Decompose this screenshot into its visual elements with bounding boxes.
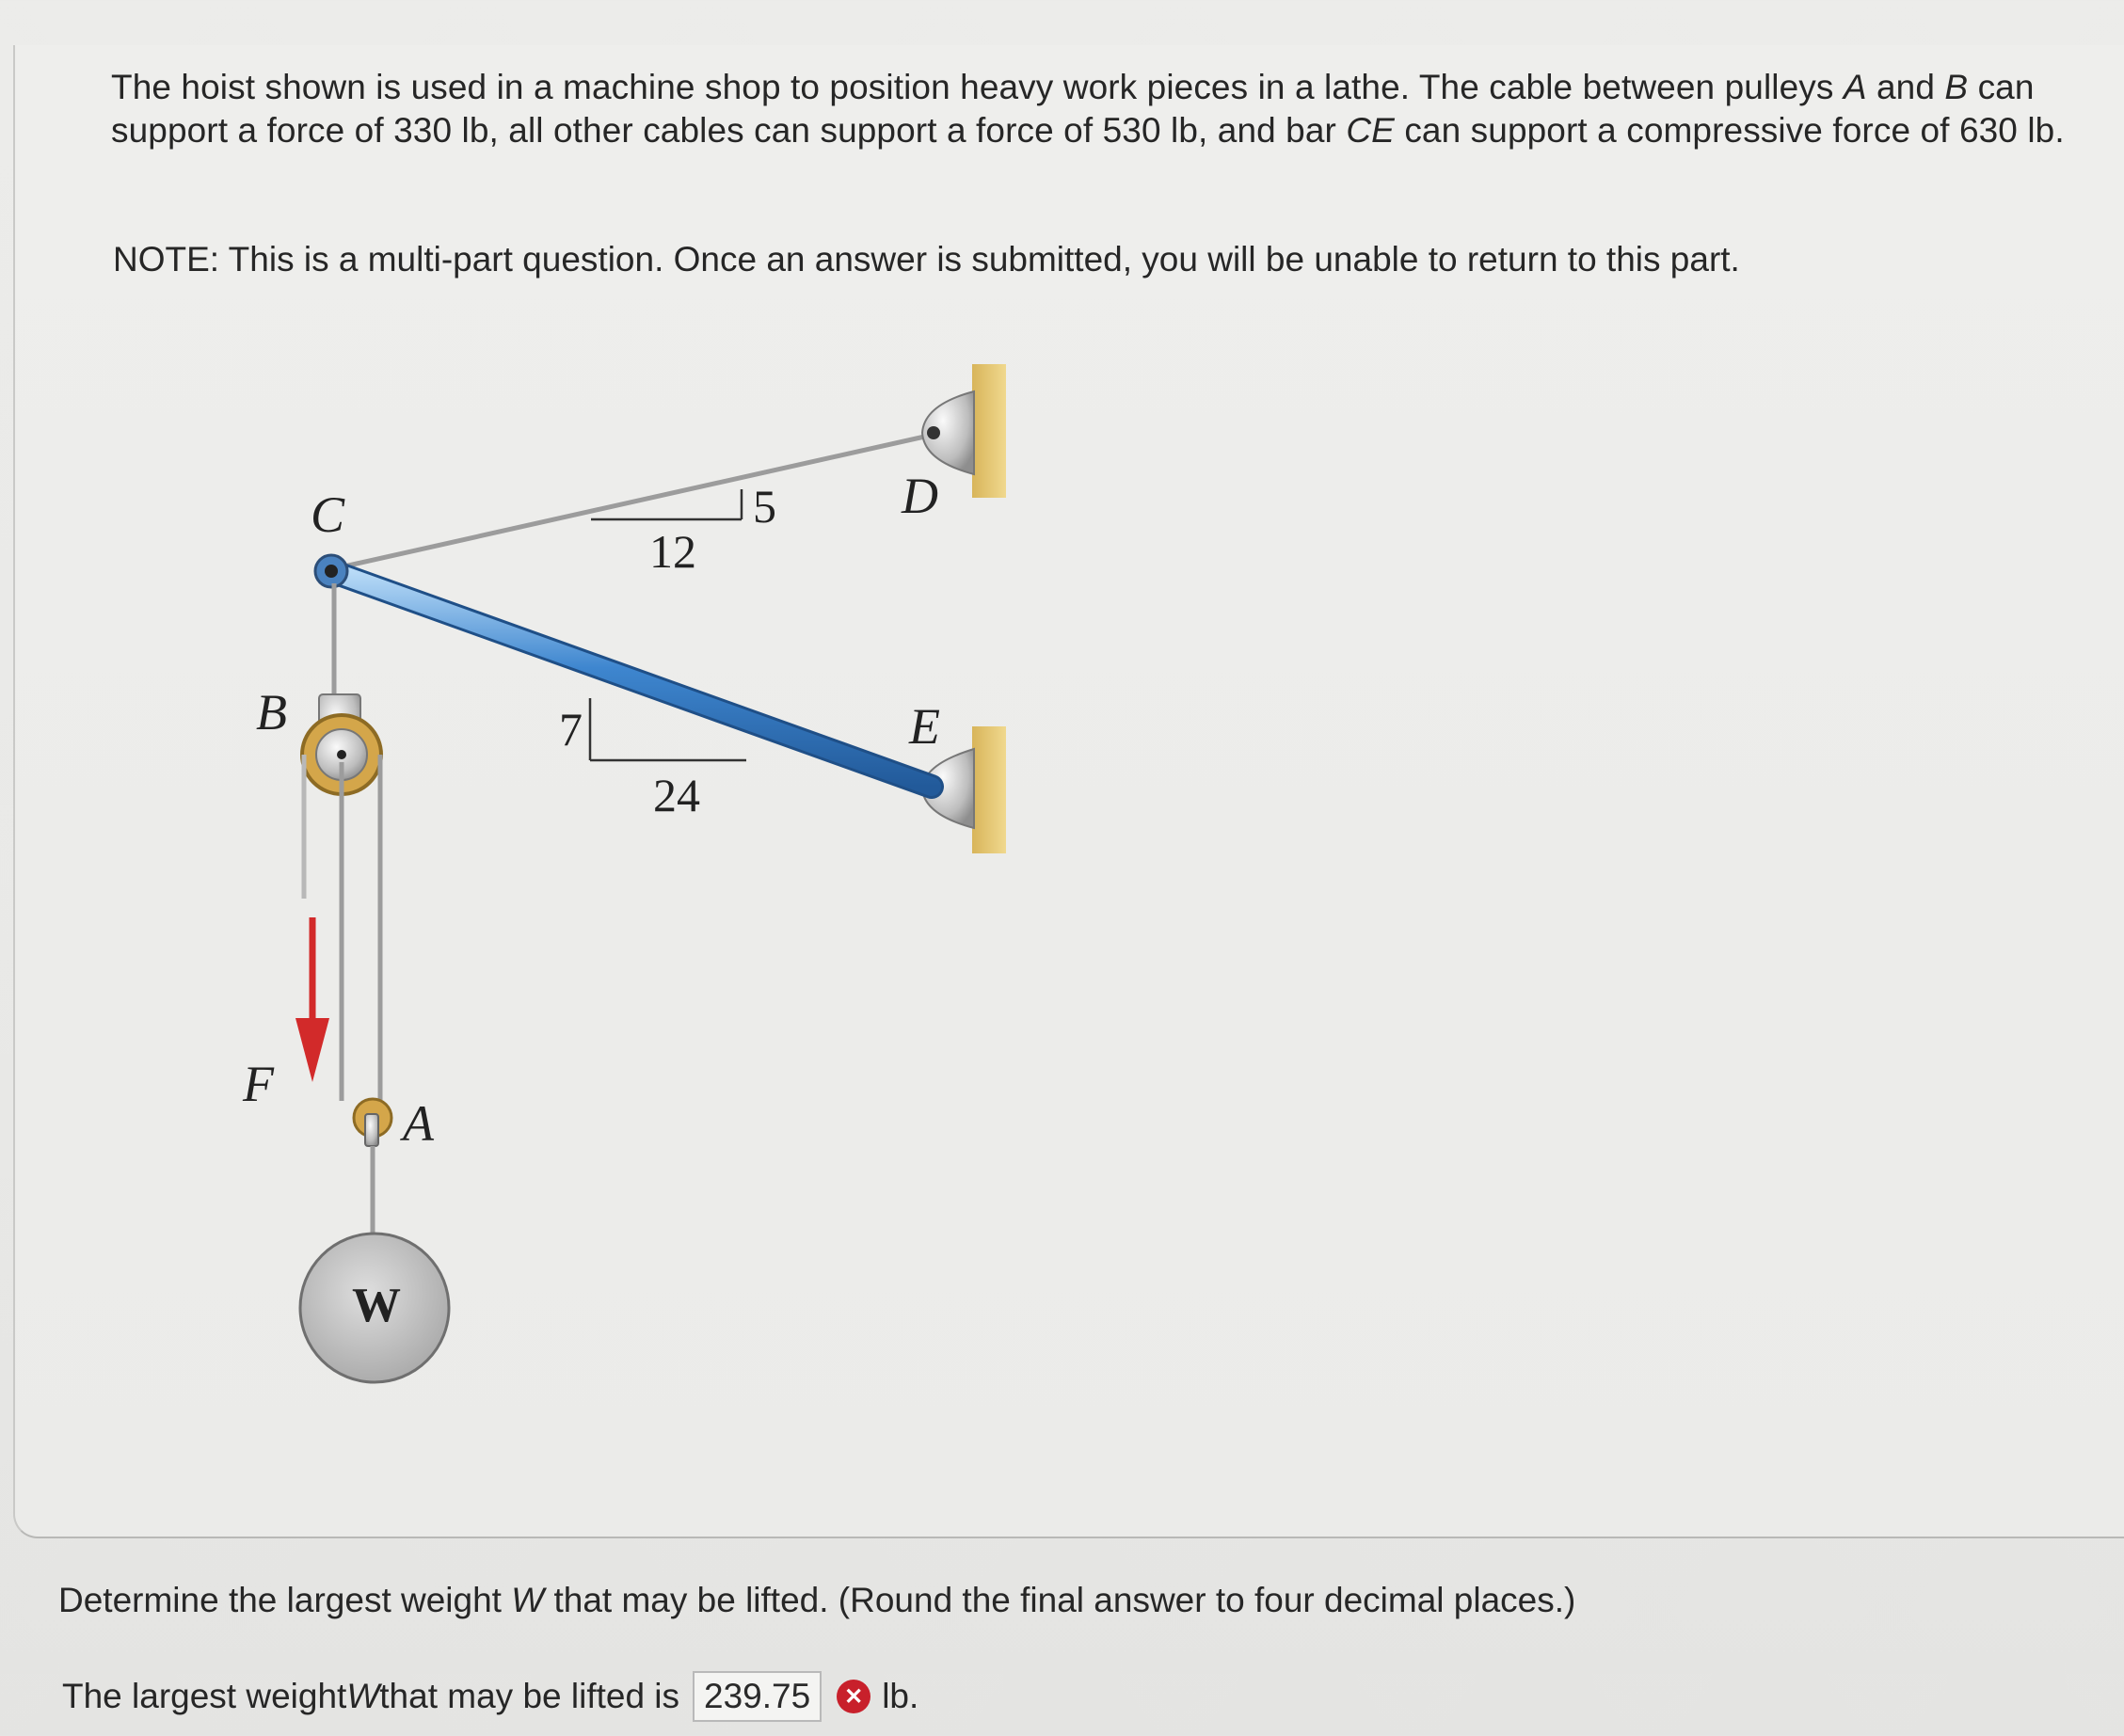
force-f-arrowhead — [295, 1018, 329, 1082]
pulley-b-var: B — [1944, 68, 1969, 106]
label-c: C — [311, 486, 345, 543]
label-a: A — [403, 1095, 434, 1152]
label-b: B — [256, 684, 287, 741]
label-w: W — [352, 1279, 401, 1332]
bar-var: CE — [1346, 111, 1395, 150]
label-f: F — [243, 1056, 274, 1112]
pulley-a-var: A — [1843, 68, 1867, 106]
cable-cd — [331, 434, 937, 569]
label-slope-7: 7 — [559, 703, 583, 756]
answer-text-post: that may be lifted is — [379, 1677, 680, 1715]
label-e: E — [909, 698, 940, 755]
bar-ce — [331, 571, 932, 787]
problem-text-and: and — [1866, 68, 1945, 106]
answer-text-pre: The largest weight — [62, 1677, 347, 1715]
label-slope-24: 24 — [653, 769, 700, 821]
wall-e — [972, 726, 1006, 853]
pulley-a-body — [365, 1114, 378, 1146]
answer-var-w: W — [346, 1677, 380, 1715]
joint-c-pin — [325, 565, 338, 578]
question-var-w: W — [511, 1581, 545, 1619]
problem-text-2: can support a force of 330 lb, all other cables can support a force of 530 lb, and bar — [111, 68, 2035, 150]
pulley-b-pin — [337, 750, 346, 759]
question-text-post: that may be lifted. (Round the final answer to four decimal places.) — [544, 1581, 1576, 1619]
question-text-pre: Determine the largest weight — [58, 1581, 512, 1619]
x-icon: ✕ — [837, 1680, 870, 1713]
problem-text-3: can support a compressive force of 630 lb. — [1394, 111, 2065, 150]
answer-unit: lb. — [882, 1677, 919, 1715]
label-slope-5: 5 — [753, 480, 776, 533]
multipart-note: NOTE: This is a multi-part question. Once an answer is submitted, you will be unable to return to this part. — [113, 240, 1740, 279]
answer-row — [62, 1671, 918, 1722]
question-prompt — [58, 1581, 1575, 1620]
answer-input[interactable]: 239.75 — [693, 1671, 822, 1722]
problem-text-1: The hoist shown is used in a machine shop to position heavy work pieces in a lathe. The cable between pulleys — [111, 68, 1844, 106]
hoist-figure — [0, 0, 1054, 1393]
label-slope-12: 12 — [649, 525, 696, 578]
wall-d — [972, 364, 1006, 498]
pin-d — [927, 426, 940, 439]
label-d: D — [902, 468, 938, 524]
